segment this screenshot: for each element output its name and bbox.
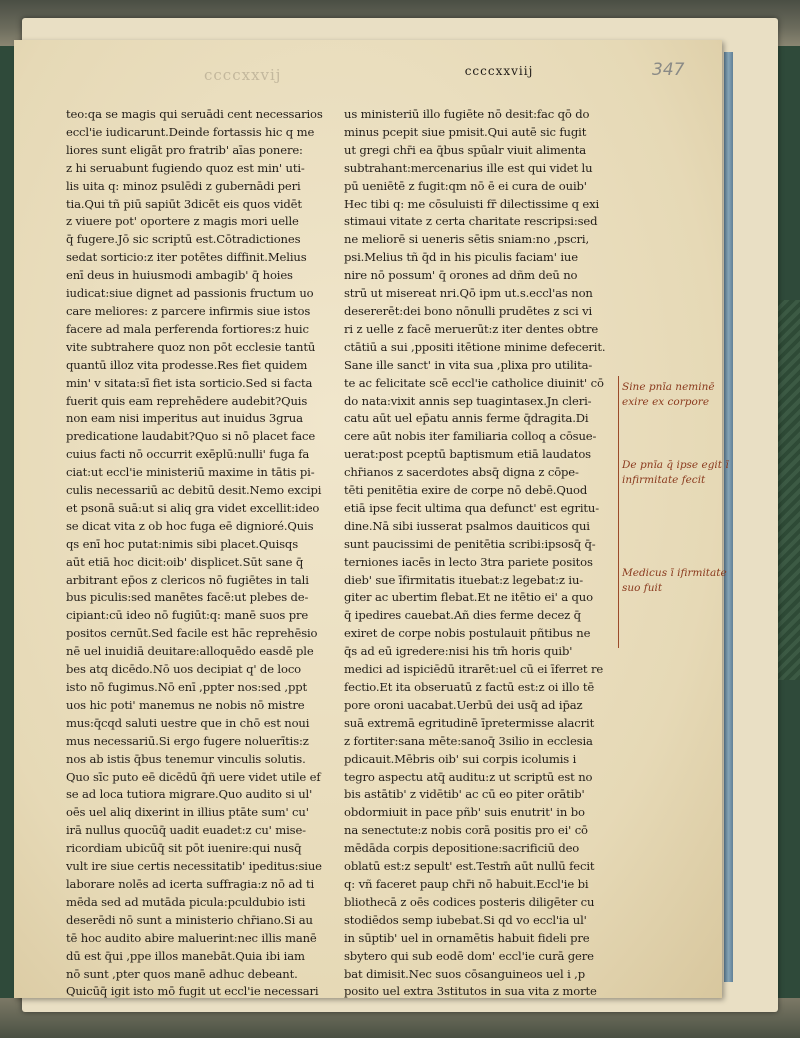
text-line: mēdāda corpis depositione:sacrificiū deo [344,841,580,856]
text-line: stimaui vitate z certa charitate rescripsi:sed [344,214,598,229]
text-column-right [344,106,606,1001]
text-column-left [66,106,328,1001]
text-line: terniones iacēs in lecto 3tra pariete positos [344,554,593,569]
text-line: ctātiū a sui ,ppositi itētione minime defecerit. [344,339,606,354]
text-line: cipiant:cū ideo nō fugiūt:q: manē suos pre [66,608,309,623]
text-line: uerat:post pceptū baptismum etiā laudatos [344,447,591,462]
text-line: vite subtrahere quoz non pōt ecclesie tantū [66,339,316,354]
text-line: pdicauit.Mēbris oib' sui corpis icolumis i [344,751,577,766]
text-line: z hi seruabunt fugiendo quoz est min' uti- [66,160,305,175]
text-line: minus pcepit siue pmisit.Qui autē sic fugit [344,124,587,139]
text-line: min' v sitata:sī fiet ista sorticio.Sed si facta [66,375,313,390]
text-line: tēti penitētia exire de corpe nō debē.Quod [344,483,588,498]
text-line: mus:q̄cqd saluti uestre que in chō est noui [66,715,310,730]
text-line: bes atq dicēdo.Nō uos decipiat q' de loco [66,662,301,677]
text-line: z fortiter:sana mēte:sanoq̄ 3silio in ecclesia [344,733,593,748]
text-line: et psonā suā:ut si aliq gra videt excellit:ideo [66,500,320,515]
text-line: exiret de corpe nobis postulauit pñtibus ne [344,626,591,641]
book-page [14,40,729,999]
text-line: non eam nisi imperitus aut inuidus 3grua [66,411,303,426]
text-line: predicatione laudabit?Quo si nō placet face [66,429,316,444]
text-line: fectio.Et ita obseruatū z factū est:z oi illo tē [344,680,595,694]
text-line: medici ad ispiciēdū itrarēt:uel cū ei īferret re [344,662,604,677]
margin-note-2: De pnīa q̄ ipse egit ī infirmitate fecit [622,459,729,486]
text-line: uos hic poti' manemus ne nobis nō mistre [66,697,305,712]
text-line: pū ueniētē z fugit:qm nō ē ei cura de ouib' [344,178,587,193]
text-line: giter ac ubertim flebat.Et ne itētio ei' a quo [344,590,593,605]
text-line: te ac felicitate scē eccl'ie catholice diuinit' cō [344,375,604,390]
text-line: enī deus in huiusmodi ambagib' q̄ hoies [66,268,293,283]
text-line: chr̄ianos z sacerdotes absq̄ digna z cōpe- [344,465,579,480]
text-line: dine.Nā sibi iusserat psalmos dauiticos qui [344,518,590,533]
text-line: bus piculis:sed manētes facē:ut plebes de- [66,590,309,605]
text-line: suā extremā egritudinē īpretermisse alacrit [344,715,595,730]
text-line: Quo sīc puto eē dicēdū q̄ñ uere videt utile ef [66,769,321,784]
text-line: qs enī hoc putat:nimis sibi placet.Quisqs [66,536,299,551]
text-line: facere ad mala perferenda fortiores:z huic [66,321,309,336]
offset-show-through-heading: ccccxxvij [204,66,282,84]
pencil-page-number: 347 [652,60,685,80]
text-line: dieb' sue īfirmitatis ituebat:z legebat:z iu- [344,572,584,587]
text-line: pore oroni uacabat.Uerbū dei usq̄ ad ip̄az [344,697,583,712]
text-line: lis uita q: minoz psulēdi z gubernādi peri [66,178,301,193]
text-line: dū est q̄ui ,ppe illos manebāt.Quia ibi iam [66,948,305,963]
text-line: tē hoc audito abire maluerint:nec illis manē [66,930,317,945]
text-line: ciat:ut eccl'ie ministeriū maxime in tātis pi- [66,465,315,480]
text-line: strū ut misereat nri.Qō ipm ut.s.eccl'as non [344,286,593,301]
text-line: Sane ille sanct' in vita sua ,plixa pro utilita- [344,357,593,372]
text-line: q̄s ad eū igredere:nisi his tm̄ horis quib' [344,644,573,659]
text-line: fuerit quis eam reprehēdere audebit?Quis [66,393,308,408]
text-line: oblatū est:z sepult' est.Testm̄ aūt nullū fecit [344,859,595,874]
text-line: oēs uel aliq dixerint in illius ptāte sum' cu' [66,805,309,820]
text-line: q̄ fugere.Jō sic scriptū est.Cōtradictiones [66,232,301,247]
text-line: aūt etiā hoc dicit:oib' displicet.Sūt sane q̄ [66,554,304,569]
text-line: ne meliorē si ueneris sētis sniam:no ,pscri, [344,232,590,247]
text-line: mus necessariū.Si ergo fugere noluerītis:z [66,733,309,748]
text-line: iudicat:siue dignet ad passionis fructum uo [66,286,314,301]
text-line: stodiēdos semp iubebat.Si qd vo eccl'ia ul' [344,912,587,927]
margin-bracket-line [618,376,619,648]
text-line: Quicūq̄ igit isto mō fugit ut eccl'ie necessari [66,984,319,999]
margin-note-3: Medicus ī ifirmitate suo fuit [622,567,727,594]
text-line: q: vñ faceret paup chr̄i nō habuit.Eccl'ie bi [344,876,589,891]
text-line: liores sunt eligāt pro fratrib' aīas ponere: [66,142,303,157]
text-line: nire nō possum' q̄ orones ad dñm deū no [344,268,578,283]
text-line: culis necessariū ac debitū desit.Nemo excipi [66,483,322,498]
text-line: nē uel inuidiā deuitare:alloquēdo easdē ple [66,644,314,659]
text-line: sunt paucissimi de penitētia scribi:ipsosq̄ q̄- [344,536,596,551]
text-line: sbytero qui sub eodē dom' eccl'ie curā gere [344,948,594,963]
text-line: cuius facti nō occurrit exēplū:nulli' fuga fa [66,447,310,462]
text-line: tia.Qui tñ piū sapiūt 3dicēt eis quos vidēt [66,196,302,211]
blue-edge-strip [724,52,733,982]
text-line: tegro aspectu atq̄ auditu:z ut scriptū est no [344,769,593,784]
text-line: irā nullus quocūq̄ uadit euadet:z cu' mise- [66,823,306,838]
text-line: obdormiuit in pace pñb' suis enutrit' in bo [344,805,585,820]
text-line: psi.Melius tñ q̄d in his piculis faciam' iue [344,250,578,265]
text-line: Hec tibi q: me cōsuluisti fr̄ dilectissime q exi [344,196,600,211]
text-line: cere aūt nobis iter familiaria colloq a cōsue- [344,429,597,444]
text-line: bat dimisit.Nec suos cōsanguineos uel i ,p [344,966,585,981]
text-line: nō sunt ,pter quos manē adhuc debeant. [66,966,298,981]
text-line: vult ire siue certis necessitatib' ipeditus:siue [66,859,322,874]
text-line: mēda sed ad mutāda picula:pculdubio isti [66,894,306,909]
text-line: se ad loca tutiora migrare.Quo audito si ul' [66,787,313,802]
text-line: bis astātib' z vidētib' ac cū eo piter orātib' [344,787,585,802]
text-line: bliothecā z oēs codices posteris diligēter cu [344,894,595,909]
margin-note-1: Sine pnīa neminē exire ex corpore [622,381,715,408]
text-line: us ministeriū illo fugiēte nō desit:fac qō do [344,107,590,121]
text-line: ricordiam ubicūq̄ sit pōt iuenire:qui nusq̄ [66,841,302,856]
text-line: quantū illoz vita prodesse.Res fiet quidem [66,357,308,372]
text-line: na senectute:z nobis corā positis pro ei' cō [344,823,588,838]
text-line: ut gregi chr̄i ea q̄bus spūalr viuit alimenta [344,142,586,157]
folio-number: ccccxxviij [464,64,534,78]
text-line: se dicat vita z ob hoc fuga eē dignioré.Quis [66,518,314,533]
text-line: care meliores: z parcere infirmis siue istos [66,303,311,318]
text-line: etiā ipse fecit ultima qua defunct' est egritu- [344,500,599,515]
text-line: q̄ ipedires cauebat.Añ dies ferme decez q̄ [344,608,581,623]
text-line: in sūptib' uel in ornamētis habuit fideli pre [344,930,590,945]
text-line: laborare nolēs ad icerta suffragia:z nō ad ti [66,876,315,891]
text-line: eccl'ie iudicarunt.Deinde fortassis hic q me [66,124,315,139]
text-line: arbitrant ep̄os z clericos nō fugiētes in tali [66,572,309,587]
text-line: do nata:vixit annis sep tuagintasex.Jn cleri- [344,393,592,408]
text-line: isto nō fugimus.Nō enī ,ppter nos:sed ,ppt [66,680,308,694]
text-line: posito uel extra 3stitutos in sua vita z morte [344,984,597,999]
text-line: deserēdi nō sunt a ministerio chr̄iano.Si au [66,912,313,927]
text-line: teo:qa se magis qui seruādi cent necessarios [66,107,323,121]
text-line: desererēt:dei bono nōnulli prudētes z sci vi [344,303,593,318]
text-line: sedat sorticio:z iter potētes diffinit.Melius [66,250,307,265]
text-line: subtrahant:mercenarius ille est qui videt lu [344,160,593,175]
text-line: positos cernūt.Sed facile est hāc reprehēsio [66,626,318,641]
text-line: ri z uelle z facē meruerūt:z iter dentes obtre [344,321,599,336]
text-line: z viuere pot' oportere z magis mori uelle [66,214,299,229]
text-line: nos ab istis q̄bus tenemur vinculis solutis. [66,751,306,766]
text-line: catu aūt uel ep̄atu annis ferme q̄dragita.Di [344,411,589,426]
